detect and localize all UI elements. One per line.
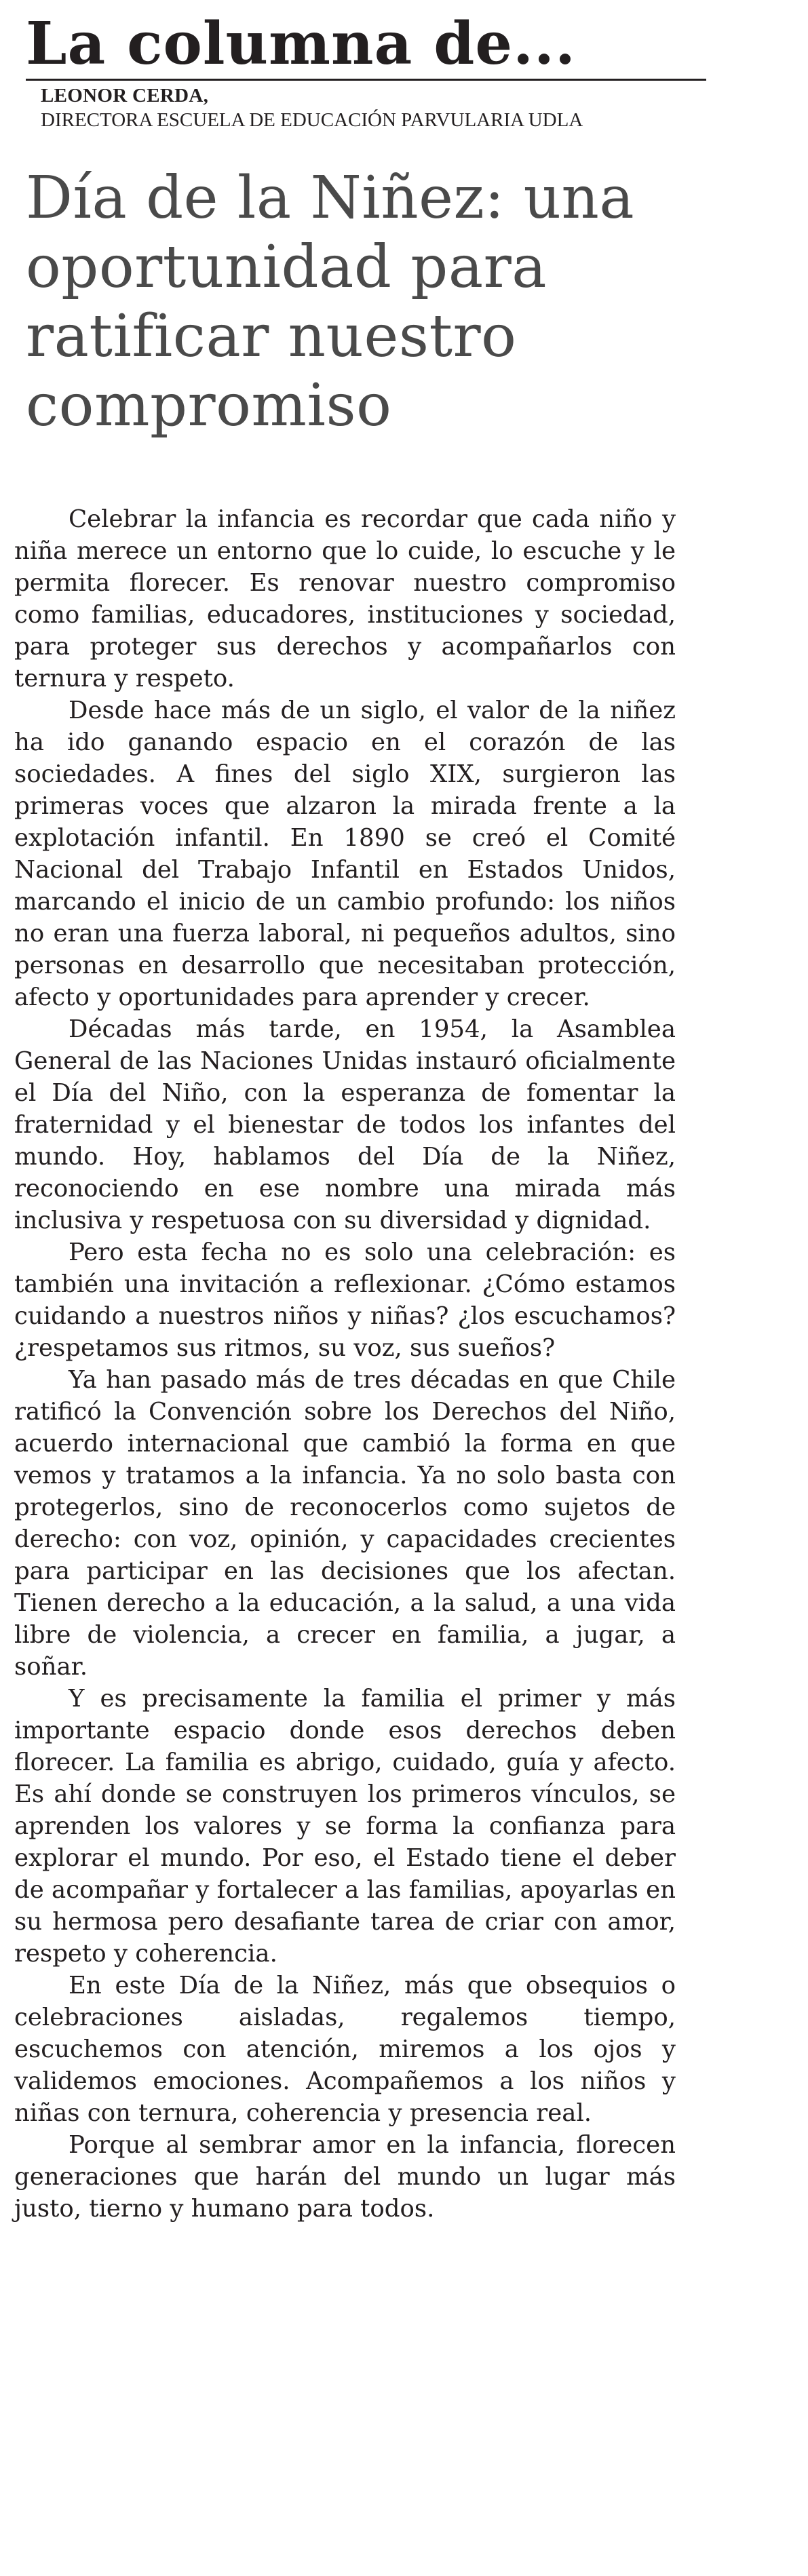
- paragraph: Pero esta fecha no es solo una celebración: es también una invitación a reflexionar. ¿Cómo estamos cuidando a nuestros niños y niñas? ¿los escuchamos? ¿respetamos sus ritmos, su voz, sus sueños?: [14, 1238, 676, 1362]
- paragraph: Desde hace más de un siglo, el valor de la niñez ha ido ganando espacio en el corazón de las sociedades. A fines del siglo XIX, surgieron las primeras voces que alzaron la mirada frente a la explotación infantil. En 1890 se creó el Comité Nacional del Trabajo Infantil en Estados Unidos, marcando el inicio de un cambio profundo: los niños no eran una fuerza laboral, ni pequeños adultos, sino personas en desarrollo que necesitaban protección, afecto y oportunidades para aprender y crecer.: [14, 697, 676, 1011]
- title-divider: [26, 79, 706, 81]
- headline: Día de la Niñez: una oportunidad para ratificar nuestro compromiso: [26, 164, 635, 440]
- author-name: LEONOR CERDA,: [41, 85, 209, 106]
- section-title: La columna de...: [26, 9, 576, 78]
- article-body: [14, 503, 676, 2225]
- paragraph: Porque al sembrar amor en la infancia, florecen generaciones que harán del mundo un lugar más justo, tierno y humano para todos.: [14, 2131, 676, 2223]
- author-role: DIRECTORA ESCUELA DE EDUCACIÓN PARVULARIA UDLA: [41, 109, 583, 131]
- paragraph: Celebrar la infancia es recordar que cada niño y niña merece un entorno que lo cuide, lo escuche y le permita florecer. Es renovar nuestro compromiso como familias, educadores, instituciones y sociedad, para proteger sus derechos y acompañarlos con ternura y respeto.: [14, 505, 676, 692]
- paragraph: Y es precisamente la familia el primer y más importante espacio donde esos derechos deben florecer. La familia es abrigo, cuidado, guía y afecto. Es ahí donde se construyen los primeros vínculos, se aprenden los valores y se forma la confianza para explorar el mundo. Por eso, el Estado tiene el deber de acompañar y fortalecer a las familias, apoyarlas en su hermosa pero desafiante tarea de criar con amor, respeto y coherencia.: [14, 1685, 676, 1968]
- byline: [26, 83, 706, 132]
- paragraph: Ya han pasado más de tres décadas en que Chile ratificó la Convención sobre los Derechos del Niño, acuerdo internacional que cambió la forma en que vemos y tratamos a la infancia. Ya no solo basta con protegerlos, sino de reconocerlos como sujetos de derecho: con voz, opinión, y capacidades crecientes para participar en las decisiones que los afectan. Tienen derecho a la educación, a la salud, a una vida libre de violencia, a crecer en familia, a jugar, a soñar.: [14, 1366, 676, 1681]
- paragraph: En este Día de la Niñez, más que obsequios o celebraciones aisladas, regalemos tiempo, escuchemos con atención, miremos a los ojos y validemos emociones. Acompañemos a los niños y niñas con ternura, coherencia y presencia real.: [14, 1972, 676, 2127]
- article: [26, 9, 706, 440]
- paragraph: Décadas más tarde, en 1954, la Asamblea General de las Naciones Unidas instauró oficialmente el Día del Niño, con la esperanza de fomentar la fraternidad y el bienestar de todos los infantes del mundo. Hoy, hablamos del Día de la Niñez, reconociendo en ese nombre una mirada más inclusiva y respetuosa con su diversidad y dignidad.: [14, 1015, 676, 1234]
